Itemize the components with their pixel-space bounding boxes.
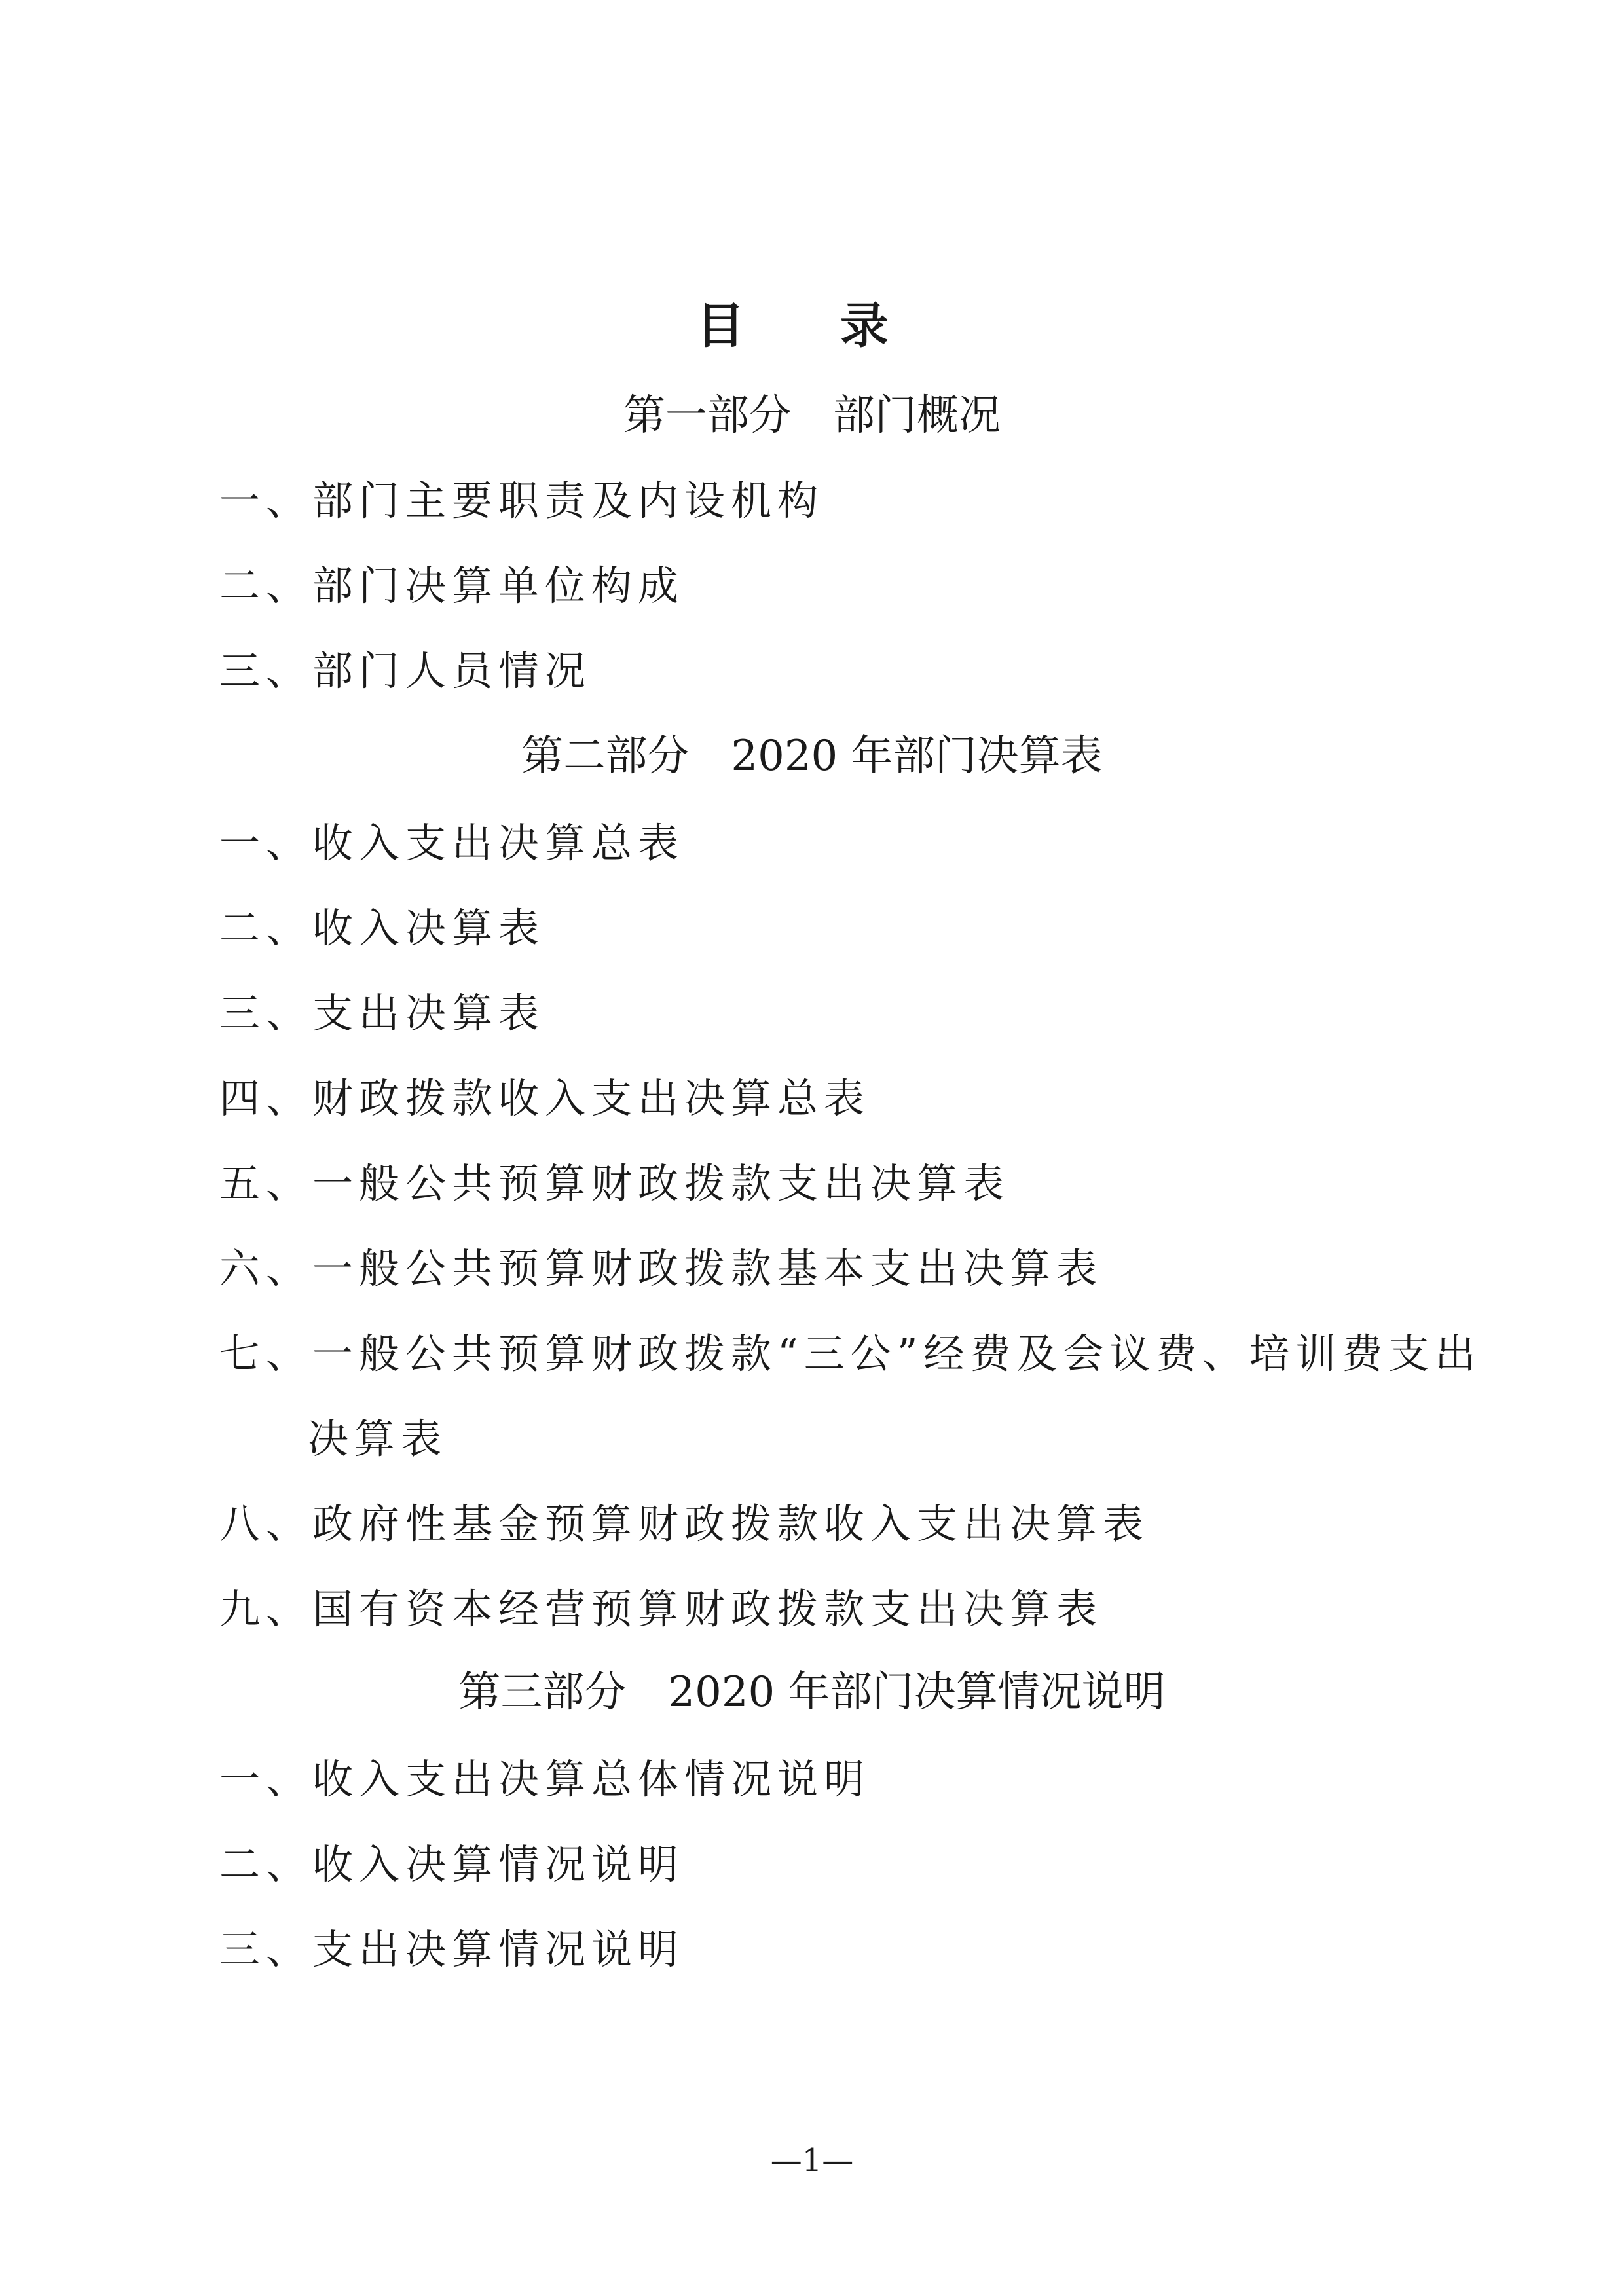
part-3-heading: 第三部分 2020 年部门决算情况说明	[458, 1668, 1166, 1717]
toc-title: 目 录	[696, 298, 928, 354]
part-2-item-7-continuation: 决算表	[308, 1415, 448, 1463]
part-3-item-3: 三、支出决算情况说明	[219, 1925, 685, 1973]
page-number: —1—	[770, 2142, 854, 2179]
part-1-item-1: 一、部门主要职责及内设机构	[219, 477, 824, 524]
part-2-item-9: 九、国有资本经营预算财政拨款支出决算表	[219, 1585, 1103, 1633]
part-3-item-1: 一、收入支出决算总体情况说明	[219, 1755, 871, 1803]
part-3-item-2: 二、收入决算情况说明	[219, 1840, 685, 1888]
part-2-item-1: 一、收入支出决算总表	[219, 819, 685, 867]
part-1-item-2: 二、部门决算单位构成	[219, 562, 685, 610]
part-1-item-3: 三、部门人员情况	[219, 647, 592, 695]
part-2-item-8: 八、政府性基金预算财政拨款收入支出决算表	[219, 1500, 1150, 1548]
part-1-heading: 第一部分 部门概况	[623, 392, 1001, 440]
part-2-item-2: 二、收入决算表	[219, 904, 545, 952]
part-2-item-4: 四、财政拨款收入支出决算总表	[219, 1074, 871, 1122]
part-2-item-5: 五、一般公共预算财政拨款支出决算表	[219, 1159, 1010, 1207]
part-2-heading: 第二部分 2020 年部门决算表	[521, 732, 1103, 780]
part-2-item-7: 七、一般公共预算财政拨款“三公”经费及会议费、培训费支出	[219, 1330, 1482, 1377]
part-2-item-6: 六、一般公共预算财政拨款基本支出决算表	[219, 1245, 1103, 1292]
part-2-item-3: 三、支出决算表	[219, 989, 545, 1037]
